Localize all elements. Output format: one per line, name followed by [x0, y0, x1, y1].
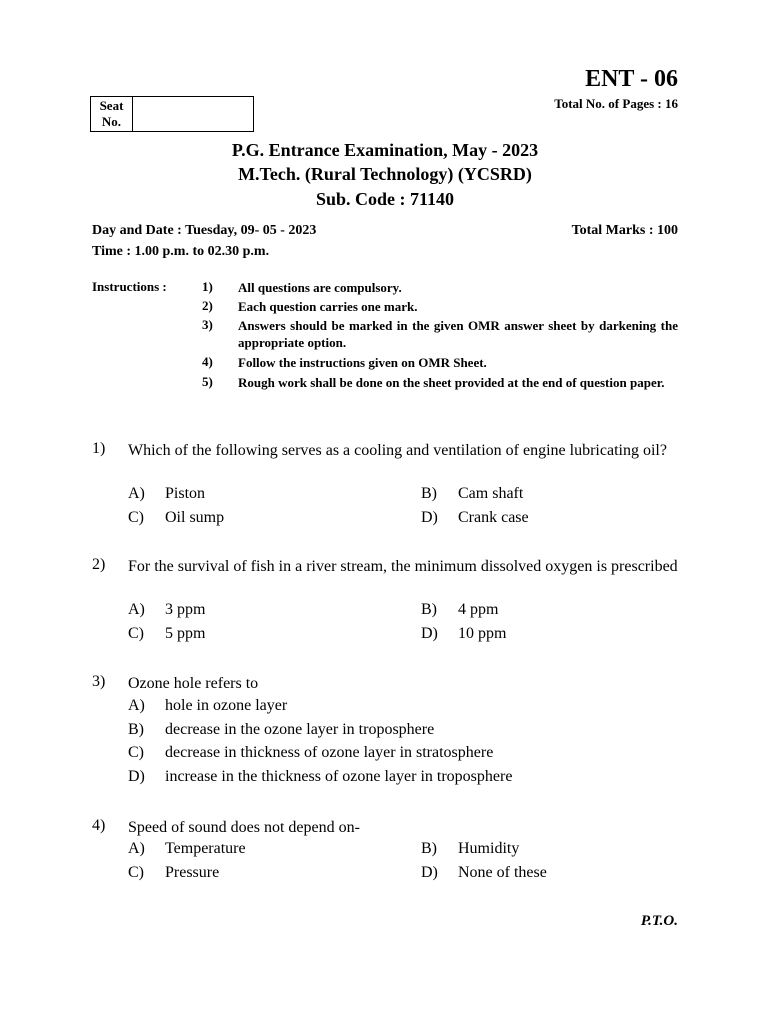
option-label: C) [128, 864, 144, 881]
instruction-text: Rough work shall be done on the sheet provided at the end of question paper. [238, 375, 665, 390]
option-text: Piston [165, 485, 206, 502]
option-label: A) [128, 840, 145, 857]
option-text: 4 ppm [458, 601, 499, 618]
option-text: 5 ppm [165, 625, 206, 642]
option-label: D) [128, 768, 145, 785]
question-text: Speed of sound does not depend on- [128, 819, 360, 836]
option-label: C) [128, 744, 144, 761]
day-and-date: Day and Date : Tuesday, 09- 05 - 2023 [92, 223, 317, 238]
option-text: decrease in the ozone layer in troposphere [165, 721, 435, 738]
seat-label: Seat No. [91, 97, 133, 131]
option-text: None of these [458, 864, 547, 881]
question-text: Which of the following serves as a cooling and ventilation of engine lubricating oil? [128, 442, 667, 459]
option-text: Temperature [165, 840, 246, 857]
option-text: Humidity [458, 840, 520, 857]
question-number: 3) [92, 673, 106, 690]
option-label: C) [128, 509, 144, 526]
option-text: Oil sump [165, 509, 225, 526]
instruction-text: Answers should be marked in the given OMR answer sheet by darkening the appropriate option. [238, 318, 678, 350]
option-label: D) [421, 509, 438, 526]
total-pages: Total No. of Pages : 16 [554, 96, 678, 111]
exam-time: Time : 1.00 p.m. to 02.30 p.m. [92, 244, 270, 259]
option-label: D) [421, 625, 438, 642]
instruction-text: All questions are compulsory. [238, 280, 402, 295]
option-text: decrease in thickness of ozone layer in stratosphere [165, 744, 494, 761]
question-text: For the survival of fish in a river stream, the minimum dissolved oxygen is prescribed [128, 558, 678, 575]
instruction-number: 1) [202, 279, 213, 294]
option-label: C) [128, 625, 144, 642]
option-label: D) [421, 864, 438, 881]
option-text: 3 ppm [165, 601, 206, 618]
exam-title: P.G. Entrance Examination, May - 2023 [231, 140, 539, 160]
course-title: M.Tech. (Rural Technology) (YCSRD) [238, 164, 532, 184]
option-label: A) [128, 601, 145, 618]
subject-code: Sub. Code : 71140 [315, 189, 455, 209]
option-text: hole in ozone layer [165, 697, 288, 714]
instruction-text: Each question carries one mark. [238, 299, 418, 314]
option-text: Cam shaft [458, 485, 524, 502]
option-label: A) [128, 485, 145, 502]
option-text: 10 ppm [458, 625, 507, 642]
seat-number-box [90, 96, 254, 132]
paper-code: ENT - 06 [585, 66, 678, 92]
instruction-text: Follow the instructions given on OMR Sheet. [238, 355, 487, 370]
option-label: B) [421, 840, 437, 857]
question-number: 1) [92, 440, 106, 457]
option-text: Pressure [165, 864, 220, 881]
option-label: B) [128, 721, 144, 738]
option-label: B) [421, 601, 437, 618]
question-number: 4) [92, 817, 106, 834]
option-label: B) [421, 485, 437, 502]
instruction-number: 4) [202, 354, 213, 369]
instruction-number: 5) [202, 374, 213, 389]
instructions-heading: Instructions : [92, 279, 167, 294]
question-number: 2) [92, 556, 106, 573]
question-text: Ozone hole refers to [128, 675, 259, 692]
instruction-number: 2) [202, 298, 213, 313]
total-marks: Total Marks : 100 [571, 223, 678, 238]
please-turn-over: P.T.O. [640, 913, 678, 929]
instruction-number: 3) [202, 317, 213, 332]
option-label: A) [128, 697, 145, 714]
option-text: Crank case [458, 509, 529, 526]
option-text: increase in the thickness of ozone layer in troposphere [165, 768, 513, 785]
